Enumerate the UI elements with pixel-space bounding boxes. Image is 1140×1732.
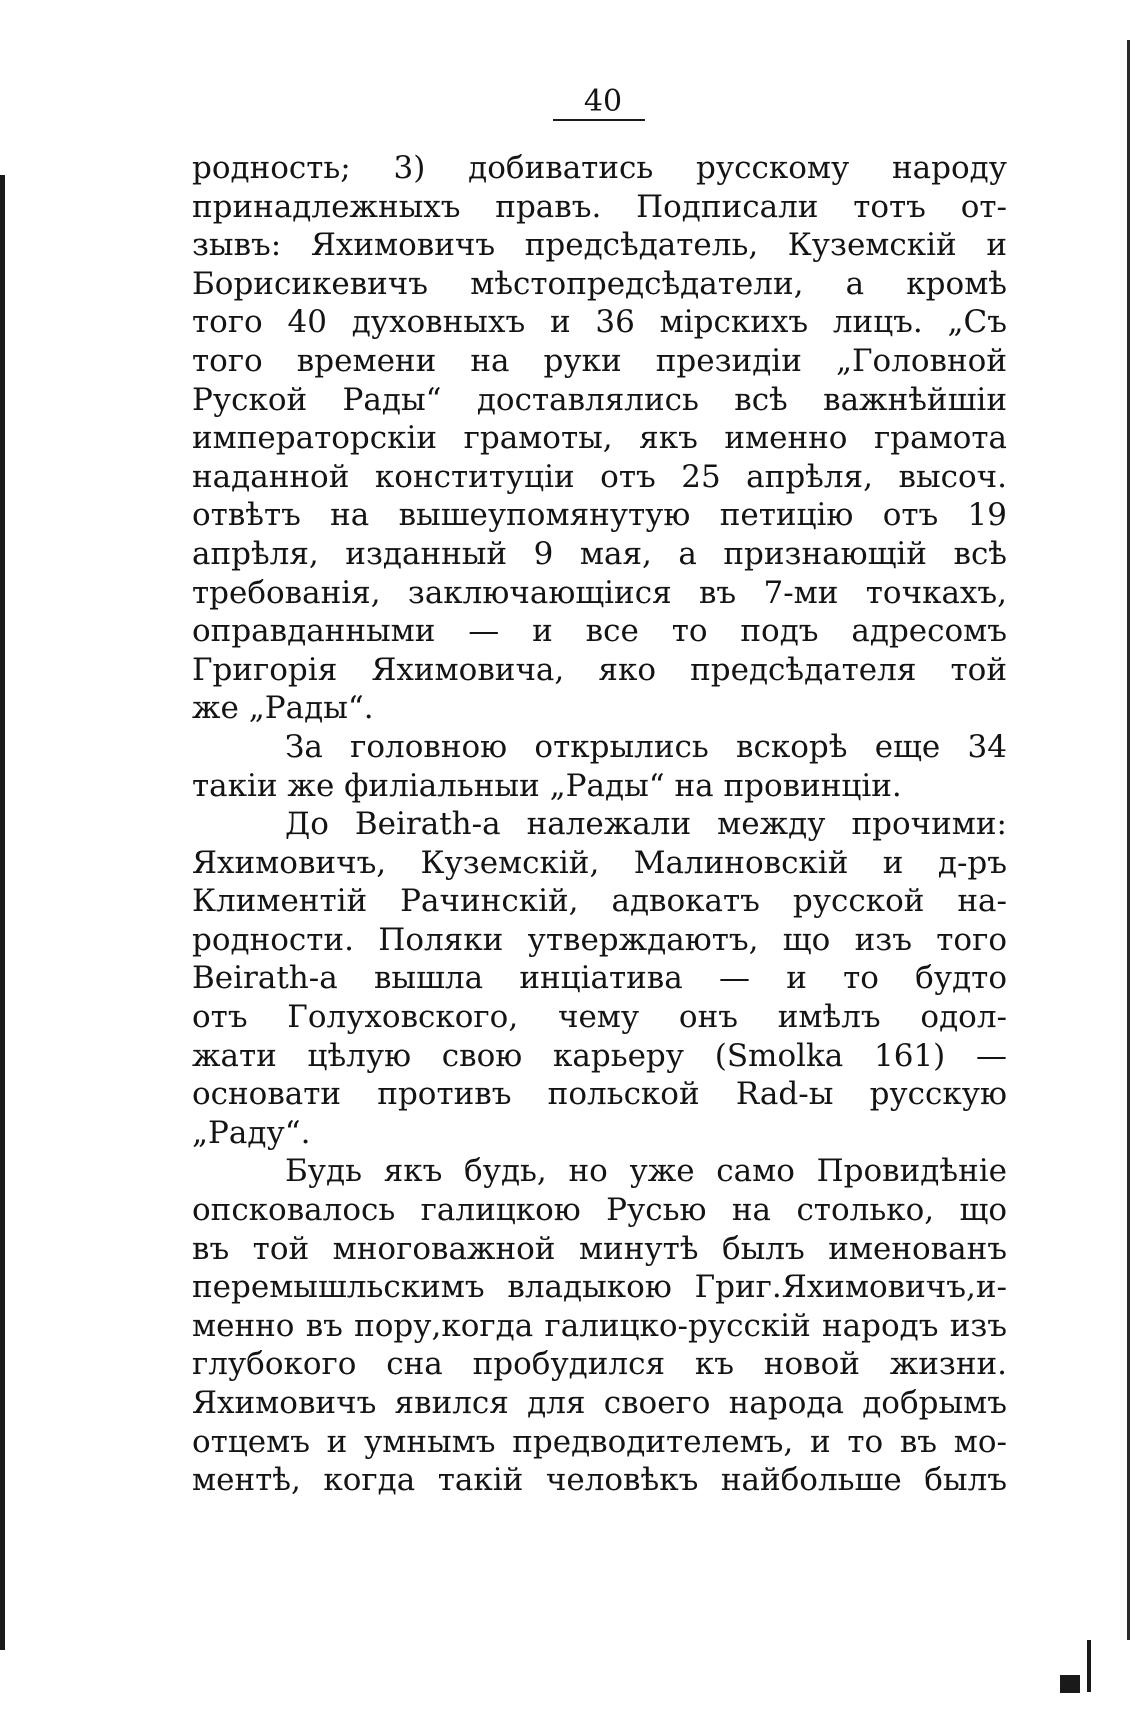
paragraph-first-line: До Beirath-а належали между прочими: [285,806,1007,843]
text-line: опсковалось галицкою Русью на столько, що [192,1192,1007,1229]
text-line: отъ Голуховского, чему онъ имѣлъ одол- [192,999,1007,1036]
text-line: ментѣ, когда такій человѣкъ найбольше былъ [192,1462,1007,1499]
text-line: того 40 духовныхъ и 36 мірскихъ лицъ. „Съ [192,304,1007,341]
text-line: отвѣтъ на вышеупомянутую петицію отъ 19 [192,497,1007,534]
text-line: требованія, заключающіися въ 7-ми точкахъ, [192,574,1007,611]
page-number: 40 [583,84,623,119]
text-line: принадлежныхъ правъ. Подписали тотъ от- [192,188,1007,225]
paragraph-first-line: За головною открылись вскорѣ еще 34 [285,728,1007,765]
paragraph-first-line: Будь якъ будь, но уже само Провидѣніе [285,1153,1007,1190]
text-line: такіи же филіальныи „Рады“ на провинціи. [192,767,902,804]
scan-edge-shadow-right [1127,40,1130,1640]
text-line: жати цѣлую свою карьеру (Smolka 161) — [192,1037,1007,1074]
text-line: оправданными — и все то подъ адресомъ [192,613,1007,650]
text-line: перемышльскимъ владыкою Григ.Яхимовичъ,и- [192,1269,1007,1306]
text-line: родности. Поляки утверждаютъ, що изъ того [192,921,1007,958]
text-line: императорскіи грамоты, якъ именно грамота [192,420,1007,457]
text-line: Яхимовичъ, Куземскій, Малиновскій и д-ръ [192,844,1007,881]
scan-edge-shadow-left [0,175,5,1650]
text-line: Руской Рады“ доставлялись всѣ важнѣйшіи [192,381,1007,418]
text-line: же „Рады“. [192,690,374,727]
text-line: зывъ: Яхимовичъ предсѣдатель, Куземскій и [192,227,1007,264]
body-text [192,149,1007,1500]
text-line: Григорія Яхимовича, яко предсѣдателя той [192,651,1007,688]
text-line: родность; 3) добиватись русскому народу [192,150,1007,186]
scan-corner-mark [1087,1640,1091,1692]
text-line: апрѣля, изданный 9 мая, а признающій всѣ [192,535,1007,572]
text-line: въ той многоважной минутѣ былъ именованъ [192,1230,1007,1267]
text-line: менно въ пору,когда галицко-русскій народъ изъ [192,1307,1007,1344]
text-line: Beirath-а вышла инціатива — и то будто [192,960,1007,997]
text-line: Климентій Рачинскій, адвокатъ русской на- [192,883,1007,920]
text-line: основати противъ польской Rad-ы русскую [192,1076,1007,1113]
text-line: Яхимовичъ явился для своего народа добрымъ [192,1385,1007,1421]
text-line: наданной конституціи отъ 25 апрѣля, высоч. [192,458,1007,495]
scan-corner-blot [1060,1675,1080,1693]
text-line: глубокого сна пробудился къ новой жизни. [192,1346,1007,1383]
text-line: отцемъ и умнымъ предводителемъ, и то въ мо- [192,1423,1007,1460]
text-line: Борисикевичъ мѣстопредсѣдатели, а кромѣ [192,265,1007,302]
page-number-rule [553,119,645,121]
text-line: того времени на руки президіи „Головной [192,342,1007,379]
text-line: „Раду“. [192,1114,311,1151]
